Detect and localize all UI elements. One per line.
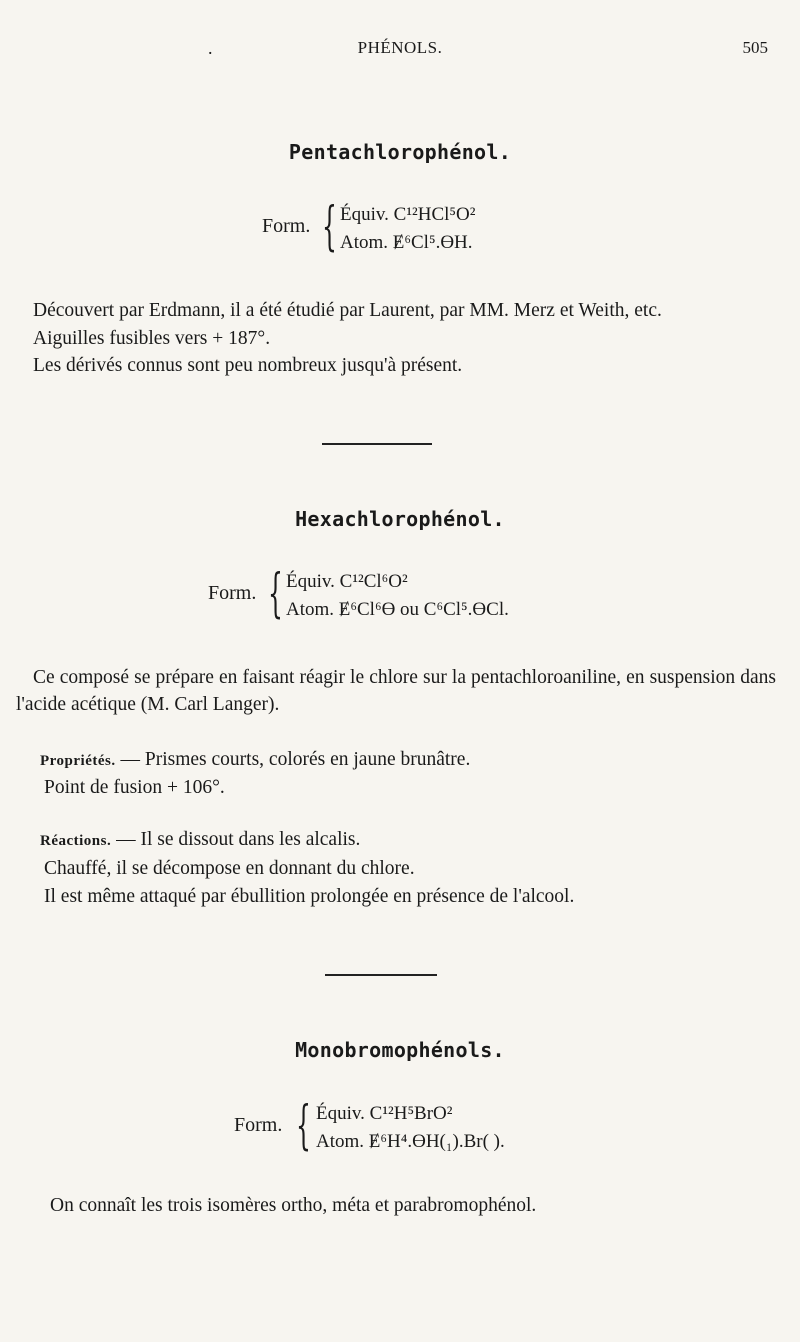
paragraph-preparation-text: Ce composé se prépare en faisant réagir le chlore sur la pentachloroaniline, en suspension dans l'acide acétique (M. Carl Langer). [16, 667, 776, 715]
formula-atom: Atom. Ɇ⁶Cl⁵.ƟH. [340, 232, 473, 253]
reactions-line [40, 826, 360, 855]
section-divider [322, 443, 432, 445]
reactions-label: Réactions. [40, 833, 112, 849]
section-title-monobromophenols: Monobromophénols. [295, 1038, 505, 1062]
formula-block-pentachlorophenol [262, 197, 562, 257]
properties-label: Propriétés. [40, 753, 116, 769]
formula-brace: { [296, 1096, 311, 1156]
section-title-hexachlorophenol: Hexachlorophénol. [295, 507, 505, 531]
formula-equiv: Équiv. C¹²HCl⁵O² [340, 204, 476, 225]
formula-equiv: Équiv. C¹²Cl⁶O² [286, 571, 408, 592]
formula-block-monobromophenols [234, 1096, 564, 1156]
reactions-text: — Il se dissout dans les alcalis. [116, 829, 361, 850]
formula-brace: { [322, 197, 337, 257]
formula-label: Form. [208, 582, 257, 604]
formula-lines [340, 201, 475, 257]
reaction-decompose: Chauffé, il se décompose en donnant du chlore. [44, 858, 415, 879]
formula-equiv: Équiv. C¹²H⁵BrO² [316, 1103, 453, 1124]
running-title: PHÉNOLS. [357, 38, 443, 57]
section-title-pentachlorophenol: Pentachlorophénol. [288, 140, 512, 164]
paragraph-derivatives: Les dérivés connus sont peu nombreux jusqu'à présent. [33, 355, 463, 376]
page-number: 505 [742, 38, 768, 57]
formula-atom: Atom. Ɇ⁶H⁴.ƟH(₁).Br( ). [316, 1131, 505, 1152]
paragraph-preparation [16, 664, 776, 718]
fusion-point: Point de fusion + 106°. [44, 777, 225, 798]
formula-block-hexachlorophenol [208, 564, 568, 624]
reaction-alcohol: Il est même attaqué par ébullition prolongée en présence de l'alcool. [44, 886, 575, 907]
paragraph-needles: Aiguilles fusibles vers + 187°. [33, 328, 271, 349]
header-dot: . [208, 38, 213, 58]
formula-label: Form. [234, 1114, 283, 1136]
formula-lines [316, 1100, 505, 1156]
formula-atom: Atom. Ɇ⁶Cl⁶Ɵ ou C⁶Cl⁵.ƟCl. [286, 599, 509, 620]
properties-line [40, 746, 470, 775]
section-divider [325, 974, 437, 976]
page-header [0, 34, 800, 60]
paragraph-discovery: Découvert par Erdmann, il a été étudié par Laurent, par MM. Merz et Weith, etc. [33, 300, 662, 321]
paragraph-isomers: On connaît les trois isomères ortho, méta et parabromophénol. [50, 1195, 537, 1216]
properties-text: — Prismes courts, colorés en jaune brunâtre. [120, 749, 471, 770]
formula-label: Form. [262, 215, 311, 237]
formula-lines [286, 568, 509, 624]
formula-brace: { [268, 564, 283, 624]
